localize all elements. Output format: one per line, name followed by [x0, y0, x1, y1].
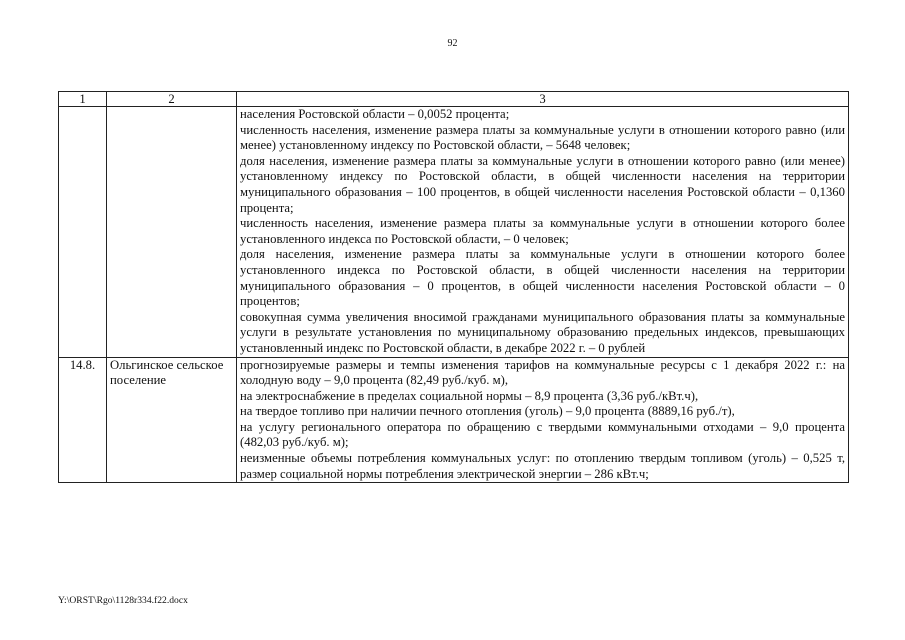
page-number: 92	[447, 38, 458, 49]
row-name-cell	[107, 107, 237, 358]
file-path-footer: Y:\ORST\Rgo\1128r334.f22.docx	[58, 595, 188, 606]
paragraph: неизменные объемы потребления коммунальных услуг: по отоплению твердым топливом (уголь) – 0,525 т, размер социальной нормы потребления электрической энергии – 286 кВт.ч;	[240, 451, 845, 481]
row-content-cell	[237, 107, 849, 358]
data-table	[58, 91, 849, 483]
paragraph: численность населения, изменение размера платы за коммунальные услуги в отношении которого равно (или менее) установленному индексу по Ростовской области, – 5648 человек;	[240, 122, 845, 153]
paragraph: доля населения, изменение размера платы за коммунальные услуги в отношении которого более установленного индекса по Ростовской области, в общей численности населения на территории муниципального образования – 0 процентов, в общей численности населения Ростовской области – 0 процентов;	[240, 247, 845, 309]
row-number-cell	[59, 107, 107, 358]
table-row	[59, 357, 849, 483]
paragraph: на услугу регионального оператора по обращению с твердыми коммунальными отходами – 9,0 процента (482,03 руб./куб. м);	[240, 419, 845, 450]
paragraph: численность населения, изменение размера платы за коммунальные услуги в отношении которого более установленного индекса по Ростовской области, – 0 человек;	[240, 216, 845, 246]
paragraph: населения Ростовской области – 0,0052 процента;	[240, 107, 510, 121]
column-header-2: 2	[107, 92, 237, 107]
paragraph: на твердое топливо при наличии печного отопления (уголь) – 9,0 процента (8889,16 руб./т),	[240, 404, 735, 419]
table-header-row	[59, 92, 849, 107]
paragraph: на электроснабжение в пределах социальной нормы – 8,9 процента (3,36 руб./кВт.ч),	[240, 388, 699, 403]
paragraph: прогнозируемые размеры и темпы изменения тарифов на коммунальные ресурсы с 1 декабря 2022 г.: на холодную воду – 9,0 процента (82,49 руб./куб. м),	[240, 357, 845, 388]
table-row	[59, 107, 849, 358]
row-name-cell: Ольгинское сельское поселение	[107, 357, 237, 483]
column-header-1: 1	[59, 92, 107, 107]
column-header-3: 3	[237, 92, 849, 107]
row-number-cell: 14.8.	[59, 357, 107, 483]
row-content-cell	[237, 357, 849, 483]
paragraph: доля населения, изменение размера платы за коммунальные услуги в отношении которого равно (или менее) установленному индексу по Ростовской области, в общей численности населения на территории муниципального образования – 100 процентов, в общей численности населения Ростовской области – 0,1360 процента;	[240, 153, 845, 215]
paragraph: совокупная сумма увеличения вносимой гражданами муниципального образования платы за коммунальные услуги в результате установления по муниципальному образованию предельных индексов, превышающих установленный индекс по Ростовской области, в декабре 2022 г. – 0 рублей	[240, 309, 845, 355]
